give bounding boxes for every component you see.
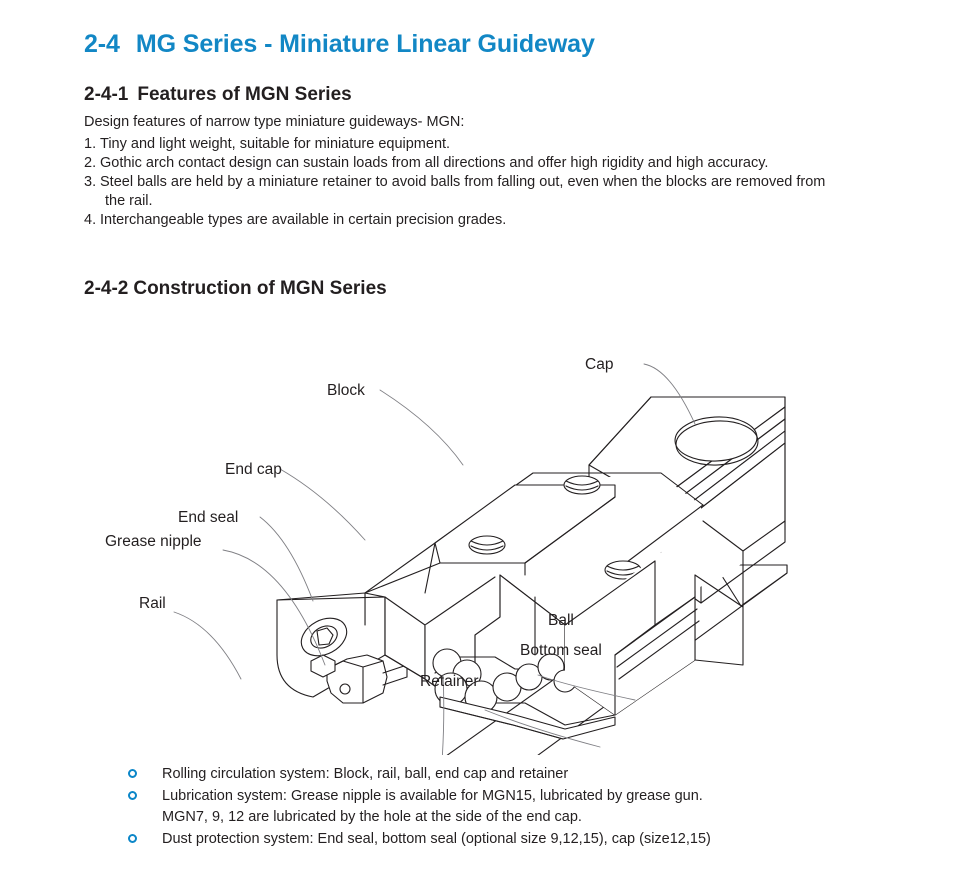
page-title — [84, 30, 595, 59]
leader-end-cap — [280, 469, 365, 540]
callout-grease-nipple: Grease nipple — [105, 533, 202, 550]
bullet-item — [128, 764, 888, 785]
subsection-1-heading — [84, 84, 352, 106]
bullet-ring-icon — [128, 791, 137, 800]
feature-text: Interchangeable types are available in certain precision grades. — [100, 212, 507, 228]
callout-ball: Ball — [548, 612, 574, 629]
subsection-1-title: Features of MGN Series — [137, 84, 352, 105]
feature-marker: 1. — [84, 136, 97, 152]
threaded-hole — [469, 536, 505, 554]
bullet-text: Rolling circulation system: Block, rail, ball, end cap and retainer — [162, 766, 569, 782]
leader-rail — [174, 612, 241, 679]
leader-block — [380, 390, 463, 465]
feature-item — [84, 154, 884, 173]
feature-item — [84, 135, 884, 154]
subsection-2-heading — [84, 278, 387, 300]
feature-item — [84, 173, 884, 211]
subsection-2-number: 2-4-2 — [84, 278, 129, 299]
callout-retainer: Retainer — [420, 673, 479, 690]
callout-end-seal: End seal — [178, 509, 239, 526]
construction-diagram — [95, 325, 885, 755]
bullet-text: Lubrication system: Grease nipple is available for MGN15, lubricated by grease gun. — [162, 788, 703, 804]
subsection-1-number: 2-4-1 — [84, 84, 129, 105]
feature-item — [84, 211, 884, 230]
leader-end-seal — [260, 517, 313, 601]
feature-marker: 3. — [84, 174, 97, 190]
section-title-text: MG Series - Miniature Linear Guideway — [135, 30, 595, 58]
feature-text-continuation: the rail. — [105, 193, 153, 209]
feature-text: Gothic arch contact design can sustain loads from all directions and offer high rigidity and high accuracy. — [100, 155, 769, 171]
bullet-ring-icon — [128, 834, 137, 843]
bullet-text-continuation: MGN7, 9, 12 are lubricated by the hole at the side of the end cap. — [162, 809, 582, 825]
feature-text: Steel balls are held by a miniature retainer to avoid balls from falling out, even when the blocks are removed from — [100, 174, 826, 190]
threaded-hole — [564, 476, 600, 494]
bullet-text: Dust protection system: End seal, bottom seal (optional size 9,12,15), cap (size12,15) — [162, 831, 711, 847]
subsection-2-title: Construction of MGN Series — [133, 278, 387, 299]
bullet-item — [128, 829, 888, 850]
callout-bottom-seal: Bottom seal — [520, 642, 602, 659]
callout-block: Block — [327, 382, 365, 399]
feature-marker: 4. — [84, 212, 97, 228]
callout-end-cap: End cap — [225, 461, 282, 478]
feature-marker: 2. — [84, 155, 97, 171]
features-list — [84, 135, 884, 230]
callout-rail: Rail — [139, 595, 166, 612]
callout-cap: Cap — [585, 356, 614, 373]
bullet-item — [128, 786, 888, 828]
feature-text: Tiny and light weight, suitable for miniature equipment. — [100, 136, 451, 152]
section-number: 2-4 — [84, 30, 120, 58]
features-intro-text: Design features of narrow type miniature guideways- MGN: — [84, 114, 465, 130]
bullet-ring-icon — [128, 769, 137, 778]
system-bullet-list — [128, 764, 888, 851]
